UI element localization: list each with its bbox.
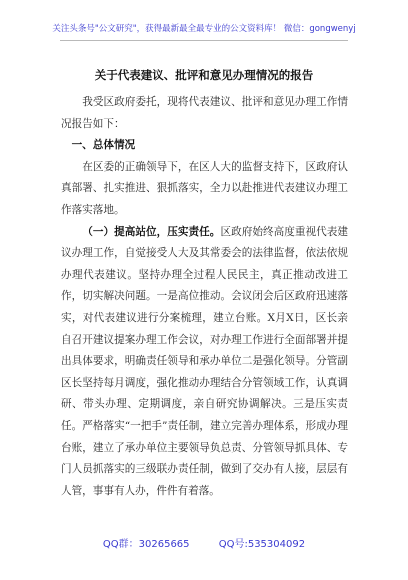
subsection-heading: （一）提高站位，压实责任。 [82, 225, 221, 238]
section-paragraph: 在区委的正确领导下，在区人大的监督支持下，区政府认真部署、扎实推进、狠抓落实，全力以赴推进代表建议办理工作落实落地。 [61, 160, 348, 216]
section-heading: 一、总体情况 [71, 139, 136, 152]
header-divider [60, 40, 348, 41]
footer-contacts [0, 535, 408, 550]
qq-number-link[interactable]: QQ号:535304092 [218, 539, 306, 550]
subsection-paragraph [61, 222, 348, 503]
intro-paragraph: 我受区政府委托，现将代表建议、批评和意见办理工作情况报告如下： [61, 96, 348, 130]
document-body [61, 92, 348, 502]
qq-group-link[interactable]: QQ群：30265665 [102, 539, 190, 550]
subsection-body: 区政府始终高度重视代表建议办理工作，自觉接受人大及其常委会的法律监督，依法依规办理代表建议。坚持办理全过程人民民主，真正推动改进工作，切实解决问题。一是高位推动。会议闭会后区政府迅速落实，对代表建议进行分案梳理，建立台账。X月X日，区长亲自召开建议提案办理工作会议，对办理工作进行全面部署并提出具体要求，明确责任领导和承办单位二是强化领导。分管副区长坚持每月调度，强化推动办理结合分管领域工作，认真调研、带头办理、定期调度，亲自研究协调解决。三是压实责任。严格落实“一把手”责任制，建立完善办理体系，形成办理台账，建立了承办单位主要领导负总责、分管领导抓具体、专门人员抓落实的三级联办责任制，做到了交办有人接，层层有人管，事事有人办，件件有着落。 [61, 225, 349, 497]
header-banner: 关注头条号"公文研究"，获得最新最全最专业的公文资料库！ 微信：gongwenyj [52, 24, 356, 34]
document-title: 关于代表建议、批评和意见办理情况的报告 [94, 68, 314, 82]
